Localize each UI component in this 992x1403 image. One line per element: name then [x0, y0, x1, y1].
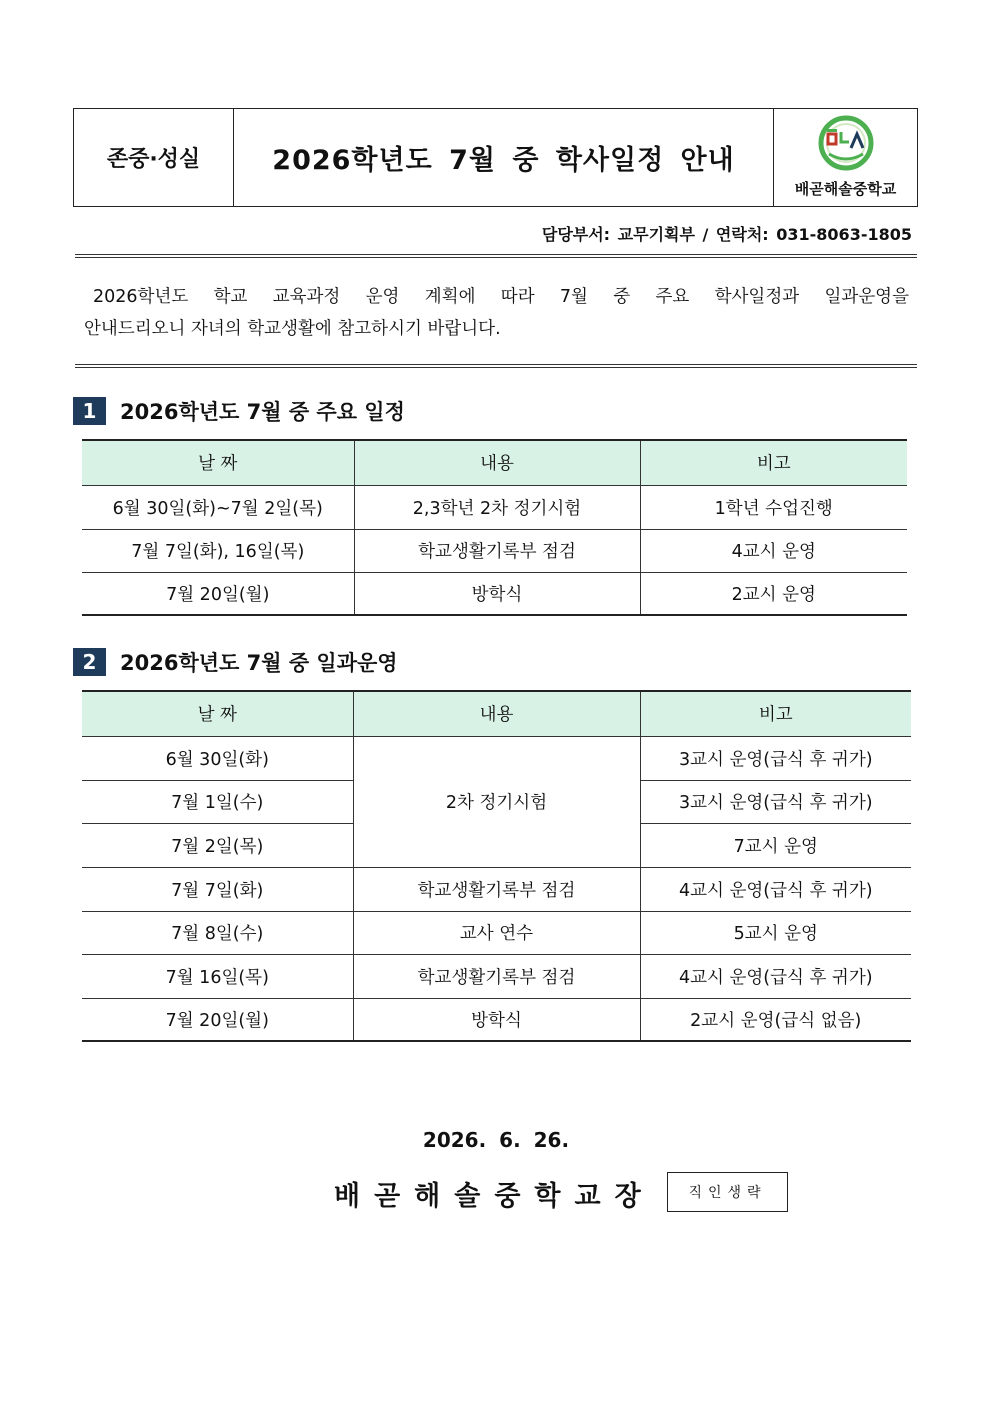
header-date: 날 짜 [82, 691, 353, 736]
cell-content: 방학식 [353, 998, 640, 1041]
header-note: 비고 [640, 440, 907, 485]
header-box [73, 108, 918, 207]
cell-content: 학교생활기록부 점검 [353, 954, 640, 998]
seal-omitted-box: 직인생략 [667, 1172, 788, 1212]
table-row [82, 911, 911, 954]
cell-note: 1학년 수업진행 [640, 485, 907, 529]
cell-content: 방학식 [354, 572, 640, 615]
table-header-row [82, 691, 911, 736]
cell-date: 7월 1일(수) [82, 780, 353, 823]
table-row [82, 998, 911, 1041]
cell-note: 2교시 운영(급식 없음) [640, 998, 911, 1041]
section-2-heading [73, 647, 398, 677]
cell-note: 2교시 운영 [640, 572, 907, 615]
section-2-number: 2 [73, 648, 106, 676]
intro-line-1: 2026학년도 학교 교육과정 운영 계획에 따라 7월 중 주요 학사일정과 일과운영을 [93, 287, 909, 307]
cell-note: 4교시 운영(급식 후 귀가) [640, 867, 911, 911]
header-content: 내용 [353, 691, 640, 736]
cell-date: 6월 30일(화) [82, 736, 353, 780]
cell-note: 5교시 운영 [640, 911, 911, 954]
cell-note: 3교시 운영(급식 후 귀가) [640, 780, 911, 823]
school-logo [774, 109, 917, 206]
cell-content-merged: 2차 정기시험 [353, 736, 640, 867]
cell-content: 학교생활기록부 점검 [354, 529, 640, 572]
intro-paragraph [84, 281, 909, 345]
cell-note: 4교시 운영 [640, 529, 907, 572]
schedule-table-main [82, 439, 907, 616]
cell-date: 6월 30일(화)~7월 2일(목) [82, 485, 354, 529]
table-row [82, 529, 907, 572]
table-row [82, 485, 907, 529]
school-emblem-icon [813, 114, 879, 172]
table-header-row [82, 440, 907, 485]
section-1-number: 1 [73, 397, 106, 425]
section-1-title: 2026학년도 7월 중 주요 일정 [120, 400, 405, 424]
contact-info: 담당부서: 교무기획부 / 연락처: 031-8063-1805 [541, 225, 912, 244]
cell-content: 학교생활기록부 점검 [353, 867, 640, 911]
cell-date: 7월 20일(월) [82, 572, 354, 615]
intro-line-2: 안내드리오니 자녀의 학교생활에 참고하시기 바랍니다. [84, 319, 501, 339]
cell-date: 7월 16일(목) [82, 954, 353, 998]
cell-date: 7월 7일(화) [82, 867, 353, 911]
table-row [82, 867, 911, 911]
cell-content: 2,3학년 2차 정기시험 [354, 485, 640, 529]
schedule-table-daily [82, 690, 911, 1042]
school-motto: 존중·성실 [74, 109, 234, 206]
table-row [82, 954, 911, 998]
divider-bottom [75, 364, 917, 368]
section-2-title: 2026학년도 7월 중 일과운영 [120, 651, 398, 675]
cell-date: 7월 20일(월) [82, 998, 353, 1041]
table-row [82, 736, 911, 780]
section-1-heading [73, 396, 405, 426]
cell-date: 7월 2일(목) [82, 823, 353, 867]
header-note: 비고 [640, 691, 911, 736]
cell-note: 7교시 운영 [640, 823, 911, 867]
header-date: 날 짜 [82, 440, 354, 485]
issue-date: 2026. 6. 26. [422, 1128, 570, 1152]
table-row [82, 572, 907, 615]
cell-note: 3교시 운영(급식 후 귀가) [640, 736, 911, 780]
cell-date: 7월 7일(화), 16일(목) [82, 529, 354, 572]
divider-top [75, 254, 917, 258]
cell-date: 7월 8일(수) [82, 911, 353, 954]
header-content: 내용 [354, 440, 640, 485]
page-title: 2026학년도 7월 중 학사일정 안내 [234, 109, 774, 206]
cell-note: 4교시 운영(급식 후 귀가) [640, 954, 911, 998]
cell-content: 교사 연수 [353, 911, 640, 954]
principal-signature: 배곧해솔중학교장 [334, 1181, 655, 1212]
logo-school-name: 배곧해솔중학교 [794, 180, 897, 198]
